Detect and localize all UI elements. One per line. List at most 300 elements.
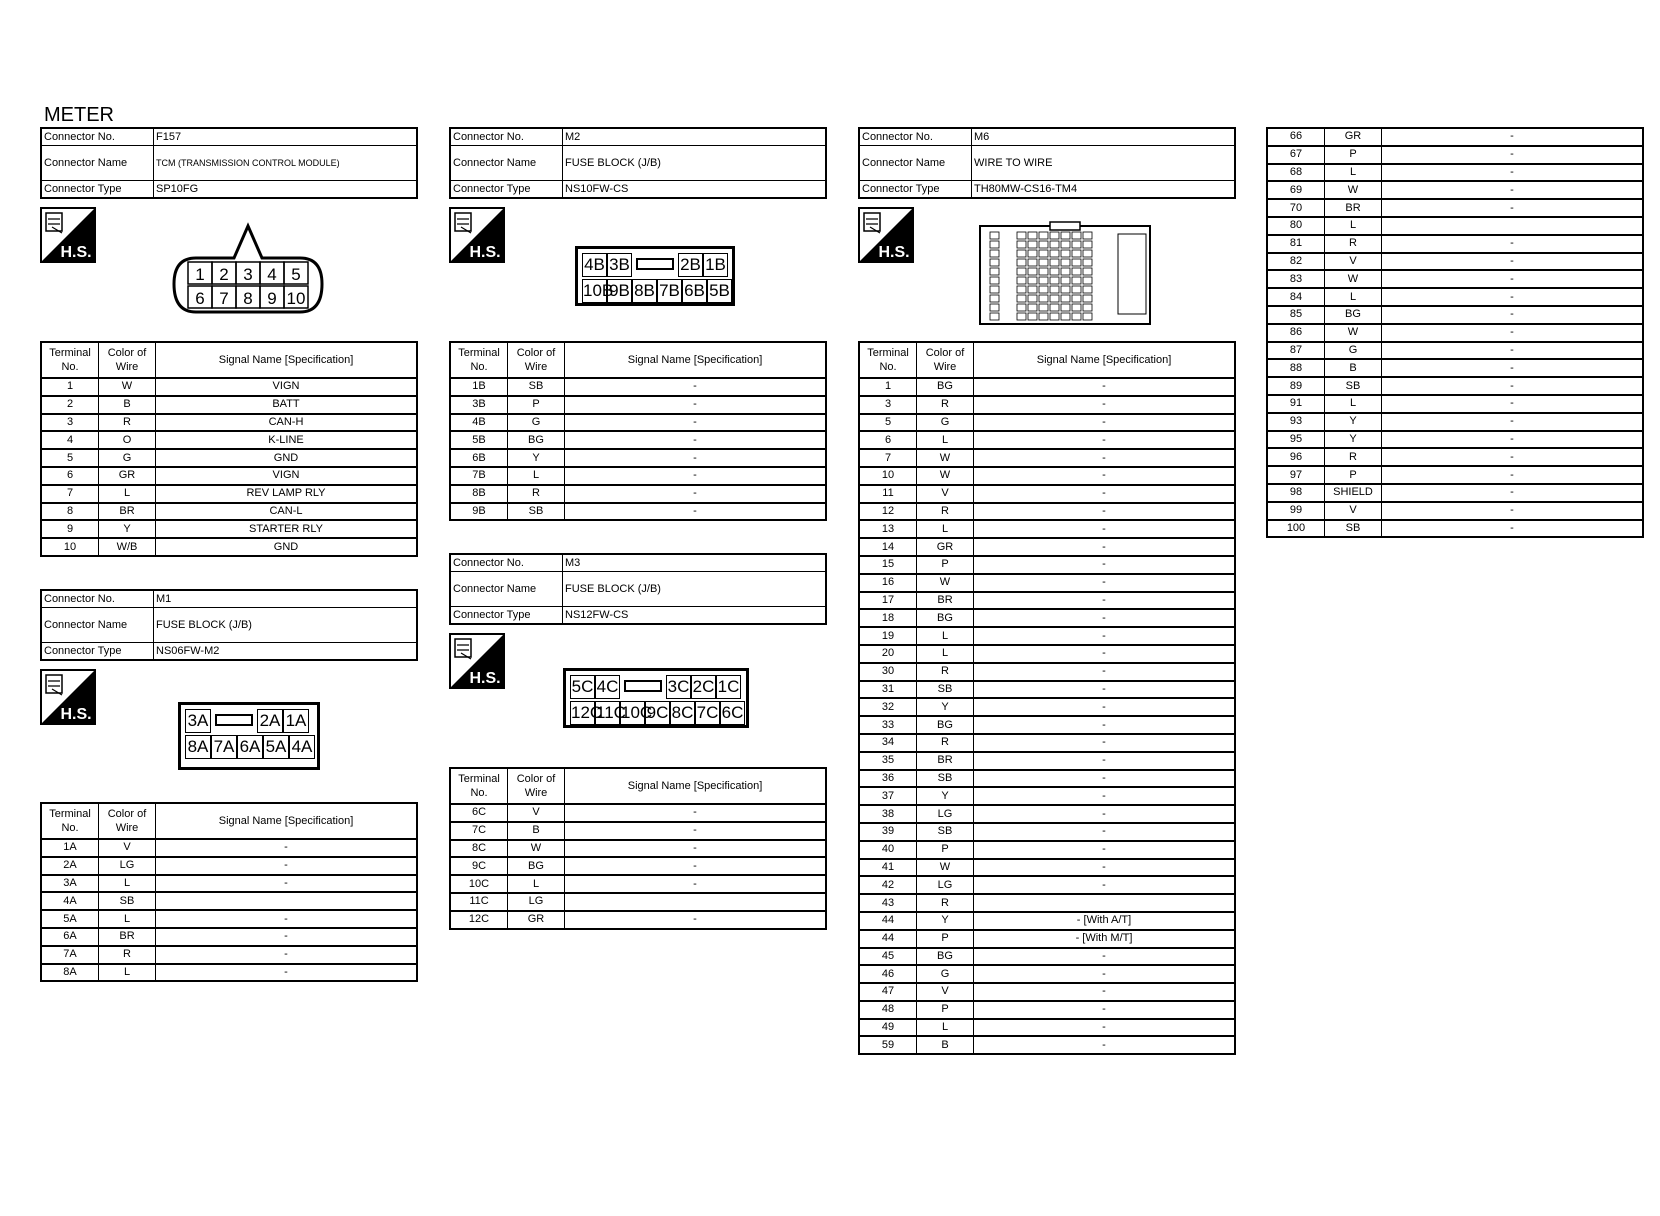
key-slot <box>215 714 253 726</box>
latch <box>1050 222 1080 230</box>
label-connector-type: Connector Type <box>41 181 154 199</box>
table-row <box>1267 181 1643 199</box>
table-row <box>859 538 1235 556</box>
wire-color: R <box>917 663 974 681</box>
table-row <box>450 893 826 911</box>
terminal-no: 44 <box>859 930 917 948</box>
signal-name <box>1382 217 1644 235</box>
table-row <box>1267 484 1643 502</box>
table-row <box>450 503 826 521</box>
table-row <box>450 840 826 858</box>
table-row <box>859 859 1235 877</box>
pin-cell <box>990 250 999 257</box>
pin-cell <box>1061 277 1070 284</box>
table-row <box>859 841 1235 859</box>
table-row <box>1267 306 1643 324</box>
table-row <box>859 983 1235 1001</box>
connector-m3-terminals <box>449 767 827 930</box>
wire-color: LG <box>99 857 156 875</box>
wire-color: L <box>508 467 565 485</box>
hs-label: H.S. <box>60 706 92 723</box>
table-row <box>1267 128 1643 146</box>
pin-cell <box>1050 295 1059 302</box>
table-row <box>1267 431 1643 449</box>
terminal-no: 6 <box>41 467 99 485</box>
signal-name: - <box>974 681 1236 699</box>
wire-color: W <box>1325 324 1382 342</box>
wire-color: BG <box>917 948 974 966</box>
signal-name: - <box>156 839 418 857</box>
terminal-table <box>858 341 1236 1055</box>
wire-color: R <box>917 396 974 414</box>
pin-cell: 8B <box>632 279 657 303</box>
table-row <box>450 431 826 449</box>
pin-cell <box>1061 250 1070 257</box>
pin-cell <box>1039 232 1048 239</box>
pin-cell <box>1061 232 1070 239</box>
table-row <box>859 1036 1235 1054</box>
pin-cell <box>1017 295 1026 302</box>
signal-name: - <box>974 983 1236 1001</box>
terminal-no: 2A <box>41 857 99 875</box>
terminal-no: 38 <box>859 805 917 823</box>
pin-label: 9 <box>267 289 277 308</box>
wire-color: SB <box>917 681 974 699</box>
terminal-no: 69 <box>1267 181 1325 199</box>
wire-color: SB <box>508 503 565 521</box>
terminal-no-header: Terminal No. <box>41 342 99 378</box>
signal-name: - <box>565 822 827 840</box>
terminal-no: 66 <box>1267 128 1325 146</box>
wire-color: B <box>508 822 565 840</box>
terminal-no: 1 <box>859 378 917 396</box>
pin-cell <box>1050 232 1059 239</box>
signal-name: - <box>974 787 1236 805</box>
connector-m2-terminals <box>449 341 827 521</box>
signal-name: - <box>974 556 1236 574</box>
signal-name: - <box>565 911 827 929</box>
table-row <box>1267 520 1643 538</box>
terminal-no: 91 <box>1267 395 1325 413</box>
terminal-no: 35 <box>859 752 917 770</box>
pin-cell: 5B <box>707 279 732 303</box>
connector-name-value: FUSE BLOCK (J/B) <box>154 608 418 643</box>
connector-m6-diagram <box>978 220 1152 332</box>
signal-name: - <box>156 910 418 928</box>
pin-cell <box>1039 295 1048 302</box>
wire-color: SB <box>1325 377 1382 395</box>
signal-name: - <box>1382 431 1644 449</box>
wire-color: GR <box>508 911 565 929</box>
wire-color: R <box>99 946 156 964</box>
terminal-no: 81 <box>1267 235 1325 253</box>
connector-type-value: NS06FW-M2 <box>154 643 418 661</box>
pin-cell <box>990 241 999 248</box>
terminal-no: 36 <box>859 770 917 788</box>
terminal-no: 3 <box>859 396 917 414</box>
table-row <box>859 485 1235 503</box>
terminal-no: 11C <box>450 893 508 911</box>
pin-cell <box>1039 268 1048 275</box>
signal-name: CAN-H <box>156 414 418 432</box>
terminal-no: 4B <box>450 414 508 432</box>
wire-color: W <box>99 378 156 396</box>
pin-label: 1 <box>195 265 205 284</box>
terminal-no: 59 <box>859 1036 917 1054</box>
pin-cell <box>1061 286 1070 293</box>
label-connector-name: Connector Name <box>859 146 972 181</box>
terminal-table <box>40 341 418 557</box>
signal-name: - <box>974 485 1236 503</box>
wire-color: G <box>1325 342 1382 360</box>
pin-cell <box>1039 286 1048 293</box>
terminal-no: 9 <box>41 520 99 538</box>
table-row <box>450 378 826 396</box>
hs-icon <box>449 207 505 263</box>
wire-color: B <box>917 1036 974 1054</box>
terminal-no-header: Terminal No. <box>450 768 508 804</box>
wire-color: W <box>917 449 974 467</box>
signal-name: - <box>974 1036 1236 1054</box>
table-row <box>41 892 417 910</box>
terminal-no: 10C <box>450 875 508 893</box>
wire-color: L <box>917 520 974 538</box>
connector-no-value: M1 <box>154 590 418 608</box>
signal-name: - <box>974 823 1236 841</box>
terminal-no: 8B <box>450 485 508 503</box>
table-row <box>450 396 826 414</box>
wire-color: SHIELD <box>1325 484 1382 502</box>
connector-no-value: M6 <box>972 128 1236 146</box>
table-row <box>1267 270 1643 288</box>
color-of-wire-header: Color of Wire <box>99 342 156 378</box>
pin-cell <box>1072 304 1081 311</box>
table-row <box>1267 324 1643 342</box>
connector-m3 <box>449 553 827 625</box>
table-row <box>41 520 417 538</box>
pin-cell <box>1083 277 1092 284</box>
label-connector-type: Connector Type <box>859 181 972 199</box>
signal-name: - <box>565 414 827 432</box>
terminal-no: 45 <box>859 948 917 966</box>
wire-color: G <box>508 414 565 432</box>
terminal-no: 32 <box>859 698 917 716</box>
terminal-no: 12C <box>450 911 508 929</box>
table-row <box>41 910 417 928</box>
pin-cell <box>1050 286 1059 293</box>
terminal-no: 46 <box>859 965 917 983</box>
wire-color: V <box>917 485 974 503</box>
hs-label: H.S. <box>878 244 910 261</box>
wire-color: B <box>1325 359 1382 377</box>
table-row <box>1267 342 1643 360</box>
terminal-no: 83 <box>1267 270 1325 288</box>
wire-color: L <box>99 910 156 928</box>
terminal-no: 6A <box>41 928 99 946</box>
pin-label: 4 <box>267 265 277 284</box>
harness-side-icon <box>449 207 505 263</box>
terminal-no: 43 <box>859 894 917 912</box>
label-connector-name: Connector Name <box>450 572 563 607</box>
signal-name: - [With A/T] <box>974 912 1236 930</box>
table-row <box>1267 502 1643 520</box>
connector-m2 <box>449 127 827 199</box>
terminal-no: 68 <box>1267 164 1325 182</box>
terminal-no-header: Terminal No. <box>859 342 917 378</box>
pin-cell <box>1017 304 1026 311</box>
connector-m6 <box>858 127 1236 199</box>
terminal-no: 8A <box>41 964 99 982</box>
hs-label: H.S. <box>469 244 501 261</box>
connector-type-value: SP10FG <box>154 181 418 199</box>
wire-color: R <box>917 734 974 752</box>
signal-name: - <box>974 698 1236 716</box>
wire-color: R <box>1325 448 1382 466</box>
color-of-wire-header: Color of Wire <box>508 342 565 378</box>
pin-cell <box>1039 259 1048 266</box>
connector-info-table <box>40 127 418 199</box>
table-row <box>859 787 1235 805</box>
wire-color: BG <box>917 378 974 396</box>
terminal-no: 8 <box>41 503 99 521</box>
pin-cell: 1C <box>716 675 741 699</box>
signal-name: - <box>974 503 1236 521</box>
signal-name: - <box>974 859 1236 877</box>
connector-name-value: FUSE BLOCK (J/B) <box>563 572 827 607</box>
wire-color: L <box>99 875 156 893</box>
terminal-no: 86 <box>1267 324 1325 342</box>
wire-color: V <box>1325 253 1382 271</box>
signal-name: - <box>974 574 1236 592</box>
signal-name: - <box>974 716 1236 734</box>
connector-m1-terminals <box>40 802 418 982</box>
table-row <box>859 805 1235 823</box>
signal-name: - <box>1382 520 1644 538</box>
pin-cell: 9B <box>607 279 632 303</box>
signal-name: - <box>565 485 827 503</box>
signal-name: K-LINE <box>156 431 418 449</box>
wire-color: P <box>917 556 974 574</box>
wire-color: P <box>917 1001 974 1019</box>
label-connector-no: Connector No. <box>450 128 563 146</box>
signal-name: - <box>1382 502 1644 520</box>
pin-cell <box>1028 313 1037 320</box>
connector-name-value: FUSE BLOCK (J/B) <box>563 146 827 181</box>
wire-color: W <box>917 467 974 485</box>
pin-cell <box>1083 241 1092 248</box>
signal-name-header: Signal Name [Specification] <box>565 342 827 378</box>
table-row <box>1267 199 1643 217</box>
pin-cell: 5C <box>570 675 595 699</box>
terminal-no: 7C <box>450 822 508 840</box>
signal-name: - <box>974 1019 1236 1037</box>
wire-color: V <box>508 804 565 822</box>
signal-name: - <box>565 804 827 822</box>
wire-color: BR <box>99 928 156 946</box>
signal-name: - <box>974 645 1236 663</box>
signal-name: - <box>156 964 418 982</box>
wire-color: G <box>99 449 156 467</box>
pin-label: 5 <box>291 265 301 284</box>
table-row <box>859 592 1235 610</box>
terminal-no: 31 <box>859 681 917 699</box>
table-row <box>450 804 826 822</box>
label-connector-name: Connector Name <box>41 146 154 181</box>
terminal-no: 44 <box>859 912 917 930</box>
table-row <box>41 449 417 467</box>
table-row <box>41 538 417 556</box>
table-row <box>859 396 1235 414</box>
wire-color: GR <box>99 467 156 485</box>
table-row <box>859 609 1235 627</box>
wire-color: P <box>1325 466 1382 484</box>
pin-cell <box>1050 277 1059 284</box>
pin-cell <box>1028 304 1037 311</box>
connector-m6-terminals-continued <box>1266 127 1644 538</box>
label-connector-no: Connector No. <box>450 554 563 572</box>
pin-cell <box>990 295 999 302</box>
wire-color: SB <box>917 770 974 788</box>
table-row <box>450 467 826 485</box>
signal-name: CAN-L <box>156 503 418 521</box>
pin-cell: 11C <box>595 701 620 725</box>
pin-cell <box>1083 304 1092 311</box>
terminal-no: 6 <box>859 431 917 449</box>
terminal-no: 47 <box>859 983 917 1001</box>
signal-name: REV LAMP RLY <box>156 485 418 503</box>
pin-cell: 6B <box>682 279 707 303</box>
pin-cell <box>1028 268 1037 275</box>
signal-name <box>974 894 1236 912</box>
table-row <box>859 627 1235 645</box>
table-row <box>41 964 417 982</box>
signal-name: - <box>974 965 1236 983</box>
table-row <box>41 485 417 503</box>
pin-cell: 7A <box>211 735 237 759</box>
terminal-no: 2 <box>41 396 99 414</box>
signal-name: - <box>1382 146 1644 164</box>
pin-cell: 3A <box>185 709 211 733</box>
table-row <box>450 485 826 503</box>
terminal-no: 10 <box>859 467 917 485</box>
table-row <box>41 946 417 964</box>
signal-name-header: Signal Name [Specification] <box>974 342 1236 378</box>
signal-name: - <box>565 840 827 858</box>
pin-cell <box>1039 241 1048 248</box>
pin-label: 8 <box>243 289 253 308</box>
signal-name: VIGN <box>156 467 418 485</box>
pin-cell <box>1017 250 1026 257</box>
table-row <box>859 449 1235 467</box>
table-row <box>859 698 1235 716</box>
table-row <box>859 467 1235 485</box>
pin-cell <box>1083 250 1092 257</box>
wire-color: R <box>99 414 156 432</box>
key-slot <box>624 680 662 692</box>
signal-name: - <box>974 609 1236 627</box>
connector-no-value: F157 <box>154 128 418 146</box>
signal-name-header: Signal Name [Specification] <box>156 803 418 839</box>
pin-cell: 9C <box>645 701 670 725</box>
pin-cell <box>1028 286 1037 293</box>
pin-cell: 3B <box>607 253 632 277</box>
wire-color: W <box>1325 181 1382 199</box>
wire-color: W <box>917 574 974 592</box>
terminal-no: 19 <box>859 627 917 645</box>
pin-cell <box>1072 232 1081 239</box>
table-row <box>450 911 826 929</box>
terminal-no: 34 <box>859 734 917 752</box>
signal-name: - <box>974 627 1236 645</box>
terminal-no: 99 <box>1267 502 1325 520</box>
pin-cell: 4B <box>582 253 607 277</box>
pin-cell <box>1061 295 1070 302</box>
wire-color: BG <box>508 431 565 449</box>
color-of-wire-header: Color of Wire <box>917 342 974 378</box>
signal-name: - <box>974 414 1236 432</box>
harness-side-icon <box>449 633 505 689</box>
key-slot <box>636 258 674 270</box>
signal-name: GND <box>156 449 418 467</box>
signal-name-header: Signal Name [Specification] <box>156 342 418 378</box>
wire-color: L <box>917 627 974 645</box>
signal-name <box>156 892 418 910</box>
terminal-no: 87 <box>1267 342 1325 360</box>
table-row <box>859 770 1235 788</box>
page-title: METER <box>44 104 114 126</box>
signal-name: - <box>1382 164 1644 182</box>
harness-side-icon <box>858 207 914 263</box>
pin-cell <box>1050 250 1059 257</box>
table-row <box>1267 359 1643 377</box>
signal-name: - <box>1382 181 1644 199</box>
pin-cell: 10C <box>620 701 645 725</box>
table-row <box>41 414 417 432</box>
pin-cell <box>1083 286 1092 293</box>
terminal-no: 93 <box>1267 413 1325 431</box>
terminal-no: 16 <box>859 574 917 592</box>
terminal-table <box>449 767 827 930</box>
signal-name: - <box>1382 395 1644 413</box>
terminal-no: 7A <box>41 946 99 964</box>
table-row <box>1267 164 1643 182</box>
pin-cell <box>1028 295 1037 302</box>
table-row <box>859 716 1235 734</box>
wire-color: L <box>508 875 565 893</box>
color-of-wire-header: Color of Wire <box>508 768 565 804</box>
terminal-no-header: Terminal No. <box>450 342 508 378</box>
pin-cell <box>1028 277 1037 284</box>
signal-name: - <box>974 431 1236 449</box>
pin-cell <box>1083 313 1092 320</box>
table-row <box>859 930 1235 948</box>
pin-cell <box>1083 268 1092 275</box>
pin-cell <box>1017 241 1026 248</box>
connector-no-value: M3 <box>563 554 827 572</box>
pin-cell <box>1061 304 1070 311</box>
wire-color: O <box>99 431 156 449</box>
table-row <box>859 503 1235 521</box>
table-row <box>859 876 1235 894</box>
terminal-no: 80 <box>1267 217 1325 235</box>
terminal-no: 37 <box>859 787 917 805</box>
terminal-no: 6B <box>450 449 508 467</box>
wire-color: SB <box>1325 520 1382 538</box>
connector-m6-terminals <box>858 341 1236 1055</box>
table-row <box>859 965 1235 983</box>
pin-block <box>1118 234 1146 314</box>
table-row <box>1267 146 1643 164</box>
